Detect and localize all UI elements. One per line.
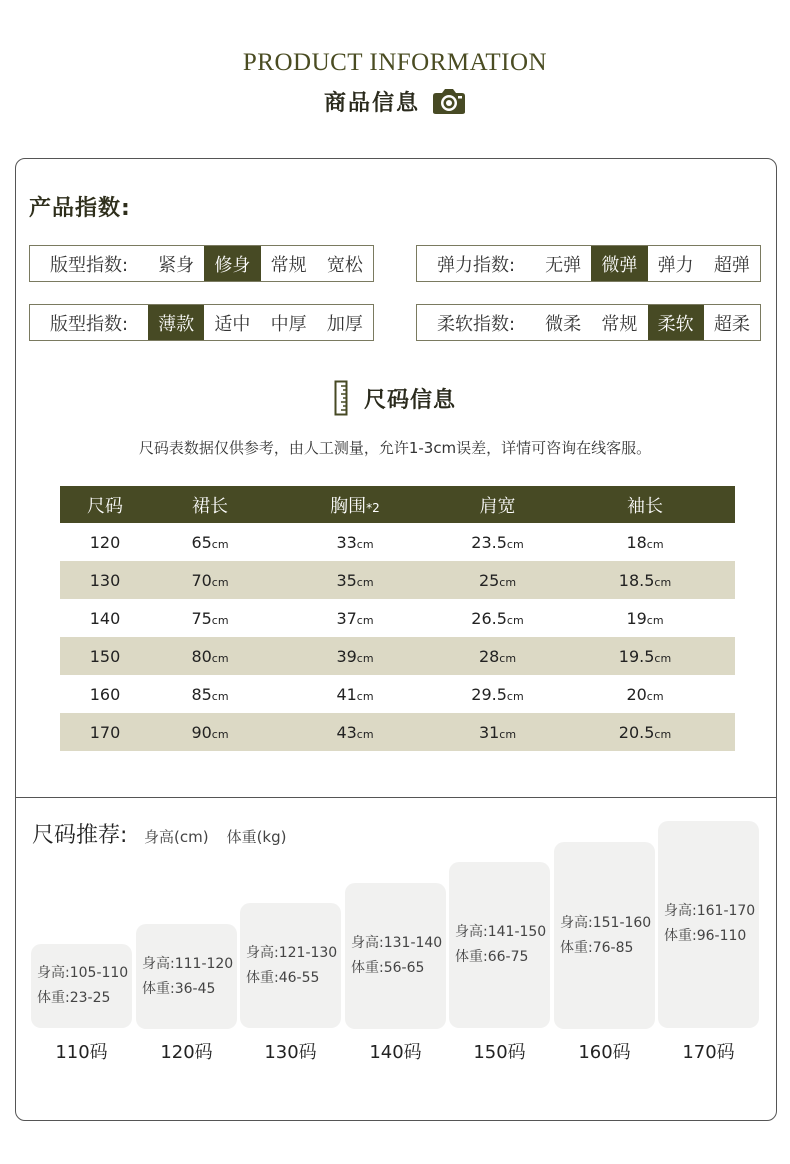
- cell-unit: cm: [356, 537, 374, 551]
- cell-unit: cm: [499, 575, 517, 589]
- index-row-elasticity: [416, 245, 761, 282]
- cell-skirt-length: [150, 561, 270, 599]
- cell-value: 160: [89, 684, 121, 704]
- cell-value: 75: [191, 608, 212, 628]
- size-bar-text: [351, 931, 442, 981]
- weight-range: 体重:46-55: [246, 970, 320, 986]
- cell-value: 150: [89, 646, 121, 666]
- cell-unit: cm: [356, 613, 374, 627]
- cell-sleeve: [555, 523, 735, 561]
- size-bar-text: [142, 952, 233, 1002]
- cell-value: 39: [336, 646, 357, 666]
- header-title-cn: 商品信息: [323, 90, 420, 116]
- cell-value: 28: [478, 646, 500, 666]
- size-bar-text: [37, 961, 128, 1011]
- header-size: 尺码: [60, 486, 150, 523]
- cell-value: 25: [478, 570, 500, 590]
- cell-value: 19: [626, 608, 647, 628]
- size-bar: [240, 903, 341, 1028]
- cell-value: 33: [336, 532, 357, 552]
- cell-size: [60, 561, 150, 599]
- cell-value: 31: [478, 722, 500, 742]
- weight-label: 体重(kg): [226, 828, 287, 846]
- size-bar: [554, 842, 655, 1029]
- cell-value: 41: [336, 684, 357, 704]
- cell-unit: cm: [506, 537, 524, 551]
- cell-unit: cm: [211, 575, 229, 589]
- cell-size: [60, 599, 150, 637]
- index-option-softness-1: 常规: [601, 313, 638, 335]
- height-range: 身高:141-150: [455, 924, 547, 940]
- header-shoulder: 肩宽: [440, 486, 555, 523]
- table-row: [60, 637, 735, 675]
- cell-value: 20.5: [618, 722, 655, 742]
- cell-shoulder: [440, 637, 555, 675]
- height-label: 身高(cm): [144, 828, 209, 846]
- index-option-thickness-1: 适中: [214, 313, 251, 335]
- cell-shoulder: [440, 523, 555, 561]
- camera-icon: [432, 87, 466, 115]
- index-option-fit-1: 修身: [204, 246, 260, 281]
- cell-unit: cm: [356, 651, 374, 665]
- cell-unit: cm: [356, 575, 374, 589]
- size-bar: [31, 944, 132, 1028]
- cell-shoulder: [440, 675, 555, 713]
- cell-unit: cm: [506, 689, 524, 703]
- cell-value: 80: [191, 646, 212, 666]
- index-option-elasticity-0: 无弹: [545, 254, 582, 276]
- index-option-thickness-3: 加厚: [326, 313, 363, 335]
- size-info-title-row: [0, 380, 790, 416]
- cell-value: 23.5: [471, 532, 507, 552]
- table-row: [60, 713, 735, 751]
- index-row-thickness: [29, 304, 374, 341]
- size-bar-text: [455, 920, 546, 970]
- cell-sleeve: [555, 561, 735, 599]
- cell-skirt-length: [150, 599, 270, 637]
- cell-chest: [270, 637, 440, 675]
- cell-unit: cm: [499, 727, 517, 741]
- index-row-softness: [416, 304, 761, 341]
- table-row: [60, 599, 735, 637]
- header-skirt-length: 裙长: [150, 486, 270, 523]
- cell-unit: cm: [646, 537, 664, 551]
- cell-unit: cm: [654, 575, 672, 589]
- index-option-thickness-0: 薄款: [148, 305, 204, 340]
- size-bar-label: 110码: [55, 1042, 108, 1063]
- cell-value: 37: [336, 608, 357, 628]
- index-label-elasticity: 弹力指数:: [436, 254, 516, 276]
- cell-sleeve: [555, 637, 735, 675]
- size-bar-label: 120码: [160, 1042, 213, 1063]
- index-row-fit: [29, 245, 374, 282]
- cell-size: [60, 713, 150, 751]
- cell-shoulder: [440, 599, 555, 637]
- size-info-title: 尺码信息: [363, 387, 456, 413]
- product-index-title: 产品指数:: [29, 196, 131, 221]
- cell-unit: cm: [654, 727, 672, 741]
- table-row: [60, 675, 735, 713]
- index-option-fit-2: 常规: [270, 254, 307, 276]
- index-label-fit: 版型指数:: [49, 254, 129, 276]
- cell-chest: [270, 523, 440, 561]
- cell-sleeve: [555, 675, 735, 713]
- index-option-softness-0: 微柔: [545, 313, 582, 335]
- index-option-fit-0: 紧身: [158, 254, 195, 276]
- cell-value: 65: [191, 532, 212, 552]
- size-bar-text: [246, 941, 337, 991]
- cell-value: 20: [626, 684, 647, 704]
- height-range: 身高:131-140: [351, 935, 443, 951]
- recommend-title: 尺码推荐:: [32, 823, 128, 848]
- table-row: [60, 561, 735, 599]
- cell-skirt-length: [150, 713, 270, 751]
- cell-shoulder: [440, 713, 555, 751]
- index-option-elasticity-3: 超弹: [713, 254, 750, 276]
- cell-size: [60, 675, 150, 713]
- height-range: 身高:105-110: [37, 965, 129, 981]
- cell-unit: cm: [356, 689, 374, 703]
- weight-range: 体重:36-45: [142, 981, 216, 997]
- cell-unit: cm: [211, 727, 229, 741]
- cell-skirt-length: [150, 637, 270, 675]
- weight-range: 体重:56-65: [351, 960, 425, 976]
- height-range: 身高:161-170: [664, 903, 756, 919]
- height-range: 身高:151-160: [560, 915, 652, 931]
- cell-unit: cm: [211, 689, 229, 703]
- size-table-header: [60, 486, 735, 523]
- weight-range: 体重:96-110: [664, 928, 747, 944]
- header-sleeve: 袖长: [555, 486, 735, 523]
- section-divider: [15, 797, 777, 798]
- size-bar-label: 160码: [578, 1042, 631, 1063]
- cell-chest: [270, 599, 440, 637]
- cell-skirt-length: [150, 675, 270, 713]
- size-bar: [136, 924, 237, 1029]
- cell-shoulder: [440, 561, 555, 599]
- cell-value: 70: [191, 570, 212, 590]
- header-chest-suffix: *2: [366, 500, 380, 515]
- size-bar-label: 140码: [369, 1042, 422, 1063]
- weight-range: 体重:66-75: [455, 949, 529, 965]
- cell-value: 18: [626, 532, 647, 552]
- header-title-en: PRODUCT INFORMATION: [242, 49, 548, 76]
- weight-range: 体重:23-25: [37, 990, 111, 1006]
- cell-size: [60, 637, 150, 675]
- size-table: [60, 486, 735, 751]
- cell-value: 130: [89, 570, 121, 590]
- cell-unit: cm: [211, 613, 229, 627]
- height-range: 身高:121-130: [246, 945, 338, 961]
- table-row: [60, 523, 735, 561]
- size-bar-text: [560, 911, 651, 961]
- index-option-softness-2: 柔软: [648, 305, 704, 340]
- header-chest: [270, 486, 440, 523]
- cell-unit: cm: [506, 613, 524, 627]
- weight-range: 体重:76-85: [560, 940, 634, 956]
- cell-value: 18.5: [618, 570, 655, 590]
- cell-value: 19.5: [618, 646, 655, 666]
- cell-value: 170: [89, 722, 121, 742]
- cell-value: 29.5: [471, 684, 507, 704]
- index-label-softness: 柔软指数:: [436, 313, 516, 335]
- cell-sleeve: [555, 713, 735, 751]
- cell-size: [60, 523, 150, 561]
- cell-chest: [270, 713, 440, 751]
- cell-value: 85: [191, 684, 212, 704]
- height-range: 身高:111-120: [142, 956, 234, 972]
- cell-unit: cm: [356, 727, 374, 741]
- recommend-subtitle: [144, 826, 305, 847]
- index-option-fit-3: 宽松: [326, 254, 363, 276]
- cell-value: 120: [89, 532, 121, 552]
- cell-value: 140: [89, 608, 121, 628]
- cell-value: 90: [191, 722, 212, 742]
- index-label-thickness: 版型指数:: [49, 313, 129, 335]
- index-option-elasticity-2: 弹力: [657, 254, 694, 276]
- cell-sleeve: [555, 599, 735, 637]
- size-bar: [658, 821, 759, 1028]
- size-note: 尺码表数据仅供参考，由人工测量，允许1-3cm误差，详情可咨询在线客服。: [138, 439, 652, 457]
- header-chest-label: 胸围: [330, 495, 367, 517]
- header-title-row: [0, 86, 790, 116]
- index-option-elasticity-1: 微弹: [591, 246, 647, 281]
- size-bar-label: 150码: [473, 1042, 526, 1063]
- size-bar: [345, 883, 446, 1029]
- cell-value: 35: [336, 570, 357, 590]
- cell-chest: [270, 675, 440, 713]
- cell-skirt-length: [150, 523, 270, 561]
- size-bar: [449, 862, 550, 1028]
- size-bar-text: [664, 899, 755, 949]
- cell-chest: [270, 561, 440, 599]
- cell-unit: cm: [646, 613, 664, 627]
- index-option-thickness-2: 中厚: [270, 313, 307, 335]
- index-option-softness-3: 超柔: [713, 313, 750, 335]
- cell-unit: cm: [211, 651, 229, 665]
- cell-unit: cm: [211, 537, 229, 551]
- cell-unit: cm: [499, 651, 517, 665]
- cell-value: 26.5: [471, 608, 507, 628]
- cell-unit: cm: [646, 689, 664, 703]
- cell-unit: cm: [654, 651, 672, 665]
- size-bar-label: 130码: [264, 1042, 317, 1063]
- ruler-icon: [334, 380, 350, 416]
- cell-value: 43: [336, 722, 357, 742]
- size-bar-label: 170码: [682, 1042, 735, 1063]
